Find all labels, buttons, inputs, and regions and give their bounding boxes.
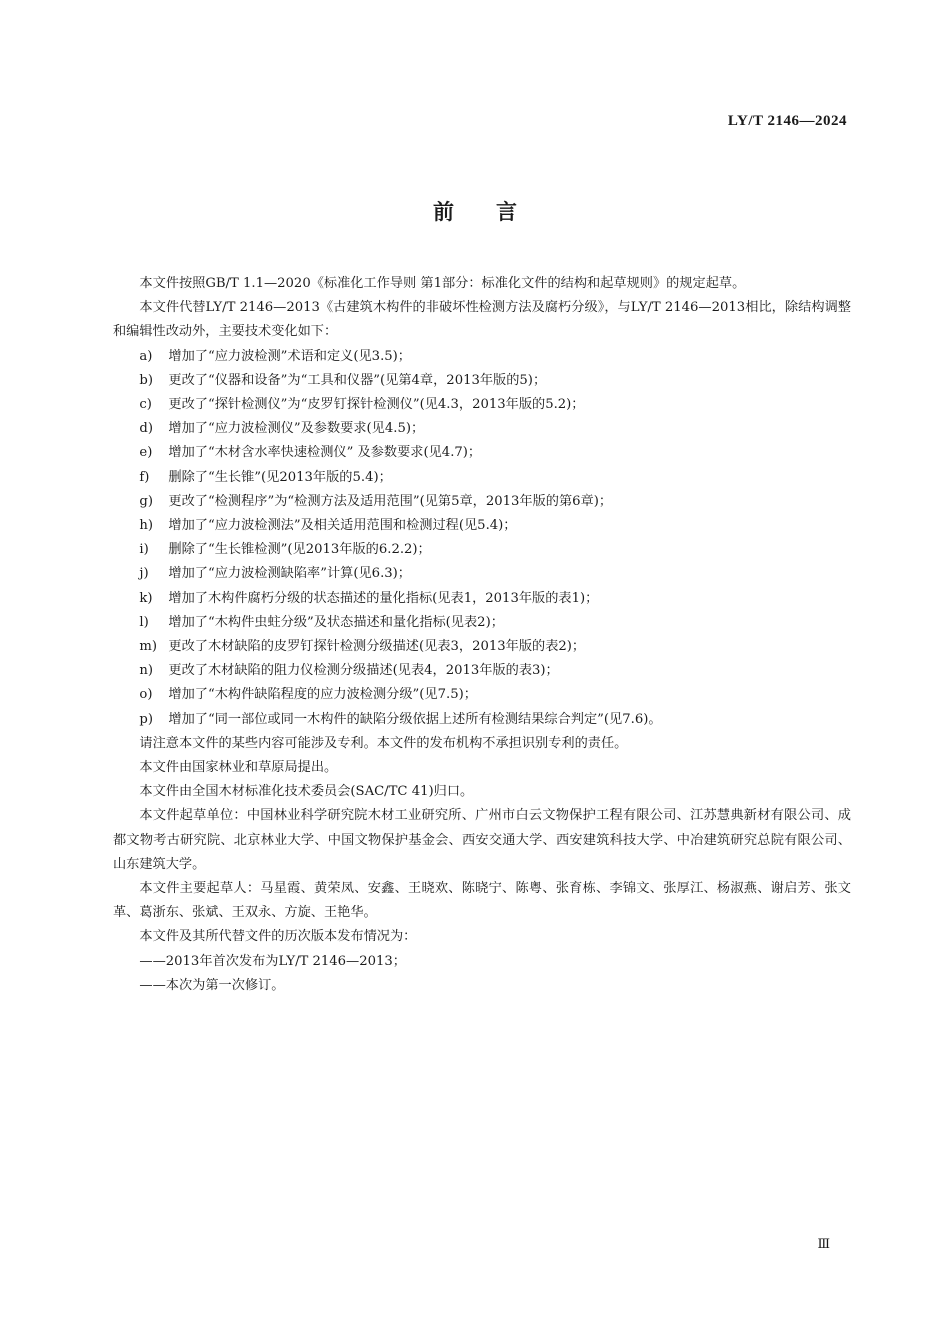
drafters: 本文件主要起草人：马星霞、黄荣凤、安鑫、王晓欢、陈晓宁、陈粤、张育栋、李锦文、张厚江、杨淑燕、谢启芳、张文革、葛浙东、张斌、王双永、方旋、王艳华。 bbox=[113, 881, 851, 921]
list-item-text: 增加了“木构件虫蛀分级”及状态描述和量化指标(见表2)； bbox=[168, 614, 504, 630]
list-marker: d) bbox=[139, 421, 153, 437]
list-item bbox=[113, 393, 851, 417]
list-item-text: 更改了木材缺陷的皮罗钉探针检测分级描述(见表3，2013年版的表2)； bbox=[168, 639, 586, 655]
list-item-text: 更改了木材缺陷的阻力仪检测分级描述(见表4，2013年版的表3)； bbox=[168, 663, 559, 679]
list-item-text: 更改了“检测程序”为“检测方法及适用范围”(见第5章，2013年版的第6章)； bbox=[168, 493, 613, 509]
list-item-text: 删除了“生长锥检测”(见2013年版的6.2.2)； bbox=[168, 542, 431, 558]
committee-statement: 本文件由全国木材标准化技术委员会(SAC/TC 41)归口。 bbox=[139, 784, 474, 800]
drafting-units: 本文件起草单位：中国林业科学研究院木材工业研究所、广州市白云文物保护工程有限公司、江苏慧典新材有限公司、成都文物考古研究院、北京林业大学、中国文物保护基金会、西安交通大学、西安建筑科技大学、中冶建筑研究总院有限公司、山东建筑大学。 bbox=[113, 808, 851, 872]
history-item: ——本次为第一次修订。 bbox=[139, 977, 285, 993]
list-item bbox=[113, 514, 851, 538]
list-item-text: 增加了“应力波检测仪”及参数要求(见4.5)； bbox=[168, 421, 425, 437]
changes-list bbox=[113, 345, 851, 732]
list-item bbox=[113, 441, 851, 465]
list-item bbox=[113, 538, 851, 562]
list-item bbox=[113, 683, 851, 707]
list-item-text: 增加了“木构件缺陷程度的应力波检测分级”(见7.5)； bbox=[168, 687, 477, 703]
intro-paragraph-1: 本文件按照GB/T 1.1—2020《标准化工作导则 第1部分：标准化文件的结构和起草规则》的规定起草。 bbox=[139, 276, 746, 291]
list-item-text: 增加了木构件腐朽分级的状态描述的量化指标(见表1，2013年版的表1)； bbox=[168, 590, 599, 606]
list-item-text: 增加了“应力波检测缺陷率”计算(见6.3)； bbox=[168, 566, 411, 582]
list-item bbox=[113, 562, 851, 586]
list-item bbox=[113, 417, 851, 441]
proposer-statement: 本文件由国家林业和草原局提出。 bbox=[139, 760, 338, 776]
page-title: 前言 bbox=[433, 200, 559, 224]
list-marker: m) bbox=[139, 639, 158, 655]
list-marker: o) bbox=[139, 687, 153, 703]
history-intro: 本文件及其所代替文件的历次版本发布情况为： bbox=[139, 929, 417, 945]
list-marker: j) bbox=[139, 566, 149, 582]
list-item bbox=[113, 490, 851, 514]
list-marker: b) bbox=[139, 372, 153, 388]
page-number: Ⅲ bbox=[817, 1236, 830, 1251]
list-item bbox=[113, 708, 851, 732]
list-item bbox=[113, 587, 851, 611]
list-item-text: 增加了“应力波检测法”及相关适用范围和检测过程(见5.4)； bbox=[168, 518, 517, 534]
list-item-text: 增加了“应力波检测”术语和定义(见3.5)； bbox=[168, 348, 411, 364]
list-item bbox=[113, 611, 851, 635]
list-item-text: 更改了“仪器和设备”为“工具和仪器”(见第4章，2013年版的5)； bbox=[168, 372, 547, 388]
list-marker: a) bbox=[139, 348, 153, 364]
list-marker: p) bbox=[139, 711, 153, 727]
history-item: ——2013年首次发布为LY/T 2146—2013； bbox=[139, 953, 406, 969]
list-marker: c) bbox=[139, 397, 152, 413]
list-item bbox=[113, 635, 851, 659]
list-item-text: 更改了“探针检测仪”为“皮罗钉探针检测仪”(见4.3，2013年版的5.2)； bbox=[168, 397, 585, 413]
list-marker: n) bbox=[139, 663, 154, 679]
foreword-body bbox=[113, 272, 851, 998]
list-item-text: 增加了“同一部位或同一木构件的缺陷分级依据上述所有检测结果综合判定”(见7.6)。 bbox=[168, 711, 662, 727]
list-item-text: 增加了“木材含水率快速检测仪” 及参数要求(见4.7)； bbox=[168, 445, 482, 461]
patent-notice: 请注意本文件的某些内容可能涉及专利。本文件的发布机构不承担识别专利的责任。 bbox=[139, 735, 628, 751]
standard-code: LY/T 2146—2024 bbox=[727, 113, 847, 129]
list-item bbox=[113, 466, 851, 490]
list-marker: g) bbox=[139, 493, 153, 509]
list-marker: k) bbox=[139, 590, 153, 606]
list-marker: f) bbox=[139, 469, 150, 485]
intro-paragraph-2: 本文件代替LY/T 2146—2013《古建筑木构件的非破坏性检测方法及腐朽分级》，与LY/T 2146—2013相比，除结构调整和编辑性改动外，主要技术变化如下： bbox=[113, 300, 851, 340]
list-item bbox=[113, 659, 851, 683]
list-marker: i) bbox=[139, 542, 149, 558]
list-item bbox=[113, 345, 851, 369]
list-marker: l) bbox=[139, 614, 149, 630]
list-marker: h) bbox=[139, 518, 154, 534]
list-item bbox=[113, 369, 851, 393]
list-item-text: 删除了“生长锥”(见2013年版的5.4)； bbox=[168, 469, 392, 485]
list-marker: e) bbox=[139, 445, 153, 461]
